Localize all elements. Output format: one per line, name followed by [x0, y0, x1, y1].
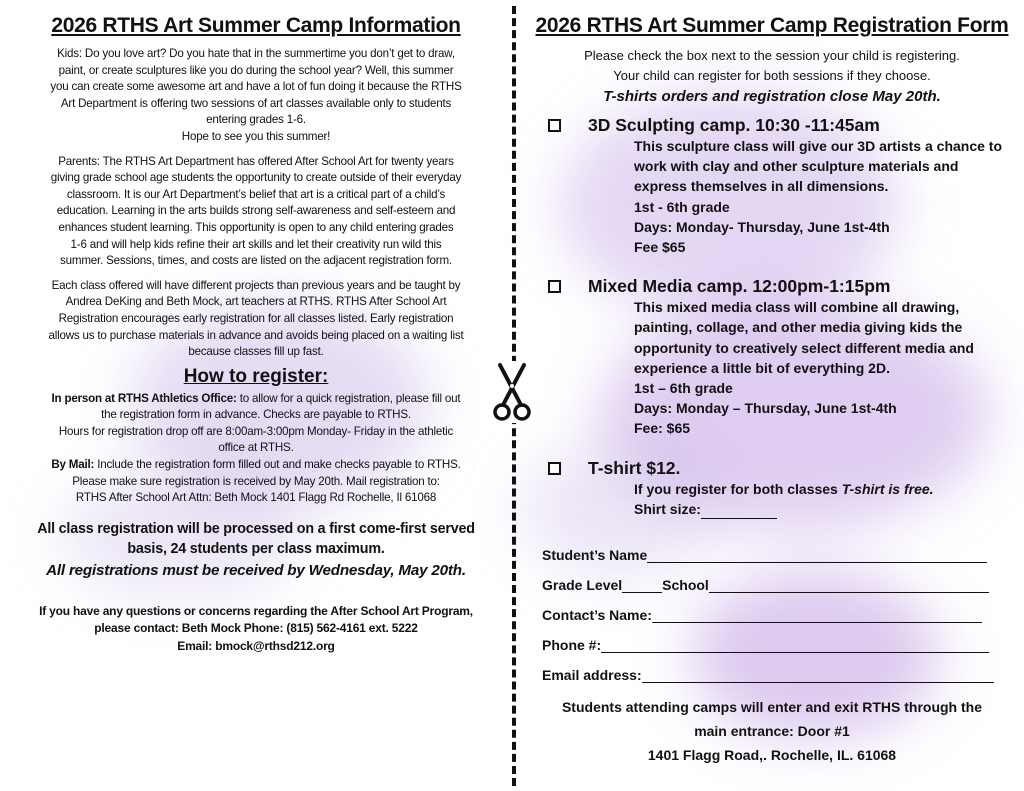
shirt-size-field[interactable]	[701, 502, 777, 519]
kids-line: Kids: Do you love art? Do you hate that in the summertime you don’t get to draw,	[57, 47, 455, 60]
contact-line: please contact: Beth Mock Phone: (815) 562-4161 ext. 5222	[94, 621, 418, 636]
session-line: opportunity to creatively select different media and	[634, 339, 974, 356]
deadline-notice: All registrations must be received by Wednesday, May 20th.	[46, 561, 466, 579]
email-row	[542, 653, 1012, 683]
info-title: 2026 RTHS Art Summer Camp Information	[51, 14, 461, 37]
kids-line: entering grades 1-6.	[206, 113, 306, 127]
registration-form	[532, 12, 1012, 767]
mail-text: Include the registration form filled out and make checks payable to RTHS.	[94, 458, 461, 472]
entrance-line: main entrance: Door #1	[694, 723, 850, 740]
in-person-line: Hours for registration drop off are 8:00am-3:00pm Monday- Friday in the athletic	[58, 424, 454, 438]
tshirt-free-emphasis: T-shirt is free.	[841, 480, 934, 497]
tshirt-free-prefix: If you register for both classes	[634, 480, 842, 497]
parents-line: giving grade school age students the opportunity to create outside of their everyday	[50, 171, 462, 185]
mail-instructions	[18, 457, 494, 507]
entrance-line: Students attending camps will enter and exit RTHS through the	[561, 699, 983, 716]
student-name-label: Student’s Name	[542, 547, 648, 564]
session-fee: Fee $65	[634, 239, 686, 256]
email-label: Email address:	[542, 667, 642, 684]
session-grade: 1st – 6th grade	[634, 380, 733, 397]
parents-line: Parents: The RTHS Art Department has offered After School Art for twenty years	[58, 154, 454, 168]
checkbox-icon[interactable]	[548, 280, 561, 293]
classes-line: allows us to purchase materials in advance and avoids being placed on a waiting list	[48, 328, 464, 342]
kids-paragraph	[18, 46, 494, 146]
grade-school-row	[542, 563, 1012, 593]
phone-label: Phone #:	[542, 637, 602, 654]
kids-line: you can create some awesome art and have a lot of fun doing it because the RTHS	[50, 80, 462, 94]
info-column	[18, 12, 494, 655]
contact-line: If you have any questions or concerns regarding the After School Art Program,	[39, 603, 473, 618]
school-address: 1401 Flagg Road,. Rochelle, IL. 61068	[647, 747, 897, 764]
tshirt-free-note	[634, 479, 1012, 499]
contact-block	[18, 603, 494, 656]
contact-name-label: Contact’s Name:	[542, 607, 652, 624]
in-person-line: the registration form in advance. Checks are payable to RTHS.	[101, 408, 411, 422]
session-tshirt	[532, 457, 1012, 519]
contact-name-row	[542, 593, 1012, 623]
classes-line: Andrea DeKing and Beth Mock, art teachers at RTHS. RTHS After School Art	[65, 295, 447, 309]
session-heading: T-shirt $12.	[588, 457, 681, 478]
parents-line: 1-6 and will help kids refine their art skills and let their creativity run wild this	[70, 237, 442, 251]
contact-email: Email: bmock@rthsd212.org	[177, 638, 335, 653]
session-heading: 3D Sculpting camp. 10:30 -11:45am	[588, 115, 880, 135]
session-3d-sculpting	[532, 114, 1012, 257]
grade-level-field[interactable]	[622, 576, 662, 593]
close-date-note: T-shirts orders and registration close May 20th.	[603, 88, 941, 105]
entrance-note	[532, 695, 1012, 767]
session-days: Days: Monday- Thursday, June 1st-4th	[634, 218, 890, 235]
hope-line: Hope to see you this summer!	[181, 129, 331, 143]
parents-line: summer. Sessions, times, and costs are listed on the adjacent registration form.	[60, 254, 452, 268]
classes-line: Registration encourages early registration for all classes listed. Early registration	[58, 311, 454, 325]
mail-line: RTHS After School Art Attn: Beth Mock 1401 Flagg Rd Rochelle, Il 61068	[75, 491, 437, 505]
form-title: 2026 RTHS Art Summer Camp Registration Form	[535, 14, 1009, 37]
mail-label: By Mail:	[51, 458, 95, 472]
in-person-instructions	[18, 391, 494, 457]
parents-line: classroom. It is our Art Department’s belief that art is a critical part of a child’s	[66, 187, 446, 201]
session-line: express themselves in all dimensions.	[634, 178, 889, 195]
grade-level-label: Grade Level	[542, 577, 623, 594]
in-person-line: office at RTHS.	[218, 441, 294, 455]
phone-row	[542, 623, 1012, 653]
in-person-text: to allow for a quick registration, please fill out	[236, 391, 461, 405]
parents-line: education. Learning in the arts builds strong self-awareness and self-esteem and	[56, 204, 456, 218]
email-field[interactable]	[642, 666, 994, 683]
student-name-field[interactable]	[647, 546, 987, 563]
session-line: work with clay and other sculpture materials and	[634, 158, 959, 175]
session-line: painting, collage, and other media giving kids the	[634, 319, 963, 336]
kids-line: Art Department is offering two sessions of art classes available only to students	[60, 96, 452, 110]
student-name-row	[542, 533, 1012, 563]
shirt-size-label: Shirt size:	[634, 500, 701, 517]
in-person-label: In person at RTHS Athletics Office:	[51, 391, 237, 405]
how-to-register-heading: How to register:	[183, 365, 329, 387]
checkbox-icon[interactable]	[548, 119, 561, 132]
classes-paragraph	[18, 278, 494, 361]
session-fee: Fee: $65	[634, 420, 691, 437]
parents-line: enhances student learning. This opportunity is open to any child entering grades	[58, 220, 454, 234]
classes-line: because classes fill up fast.	[188, 345, 324, 359]
session-days: Days: Monday – Thursday, June 1st-4th	[634, 400, 897, 417]
session-mixed-media	[532, 275, 1012, 438]
form-intro-line: Please check the box next to the session your child is registering.	[584, 48, 960, 63]
school-label: School	[662, 577, 709, 594]
phone-field[interactable]	[601, 636, 989, 653]
session-heading: Mixed Media camp. 12:00pm-1:15pm	[588, 276, 891, 297]
contact-name-field[interactable]	[652, 606, 982, 623]
form-intro-line: Your child can register for both sessions if they choose.	[613, 68, 931, 83]
session-line: This sculpture class will give our 3D artists a chance to	[634, 138, 1003, 154]
session-line: This mixed media class will combine all drawing,	[634, 299, 960, 316]
first-come-line: All class registration will be processed on a first come-first served	[37, 520, 475, 537]
checkbox-icon[interactable]	[548, 462, 561, 475]
kids-line: paint, or create sculptures like you do during the school year? Well, this summer	[58, 63, 454, 77]
first-come-line: basis, 24 students per class maximum.	[127, 541, 385, 558]
parents-paragraph	[18, 154, 494, 270]
shirt-size-row	[634, 499, 1012, 519]
session-line: experience a little bit of everything 2D.	[634, 359, 890, 376]
school-field[interactable]	[709, 576, 989, 593]
classes-line: Each class offered will have different projects than previous years and be taught by	[51, 278, 461, 292]
session-grade: 1st - 6th grade	[634, 198, 730, 215]
scissors-icon	[491, 361, 533, 423]
mail-line: Please make sure registration is received by May 20th. Mail registration to:	[72, 474, 440, 488]
